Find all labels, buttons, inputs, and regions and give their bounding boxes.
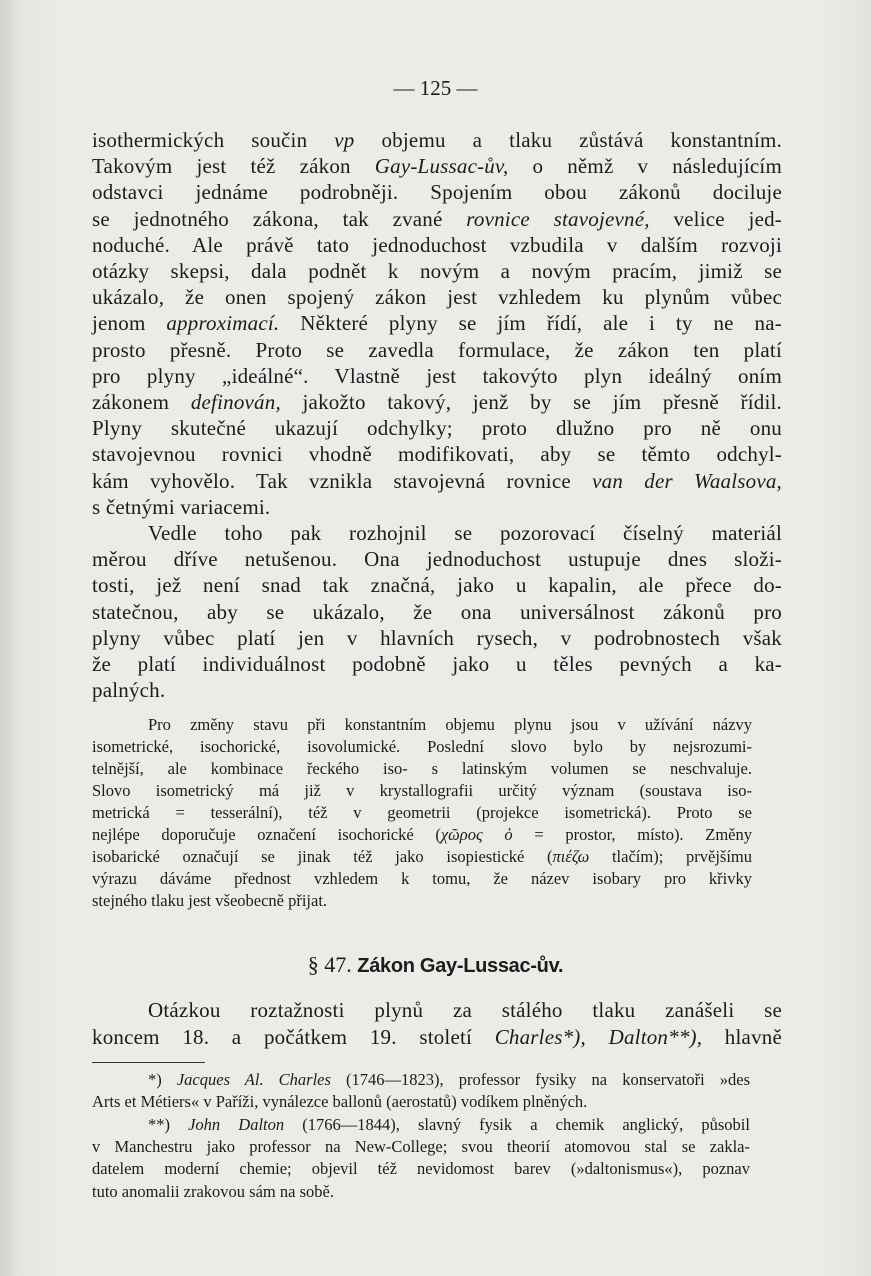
italic-text: Dalton**), — [608, 1025, 703, 1049]
text: s četnými variacemi. — [92, 494, 271, 519]
text-line — [92, 153, 782, 179]
text-line — [92, 651, 782, 677]
text-line — [92, 868, 752, 890]
text-line — [92, 802, 752, 824]
text: metrická = tesserální), též v geometrii (projekce isometrická). Proto se — [92, 803, 752, 822]
text-line — [92, 1024, 782, 1050]
text-line — [92, 572, 782, 598]
text: stejného tlaku jest všeobecně přijat. — [92, 891, 328, 910]
text-line — [92, 441, 782, 467]
text: hlavně — [702, 1025, 782, 1049]
text: tuto anomalii zrakovou sám na sobě. — [92, 1181, 334, 1201]
text: otázky skepsi, dala podnět k novým a novým pracím, jimiž se — [92, 259, 782, 283]
text: *) — [148, 1070, 177, 1089]
text: Pro změny stavu při konstantním objemu plynu jsou v užívání názvy — [148, 715, 752, 734]
text: Slovo isometrický má již v krystallografii určitý význam (soustava iso- — [92, 781, 752, 800]
text: statečnou, aby se ukázalo, že ona universálnost zákonů pro — [92, 599, 782, 624]
text: jenom — [92, 311, 167, 336]
text: koncem 18. a počátkem 19. století — [92, 1025, 495, 1049]
text-line — [92, 389, 782, 415]
italic-text: Jacques Al. Charles — [176, 1070, 331, 1089]
text: zákonem — [92, 390, 191, 414]
page-number: — 125 — — [393, 76, 478, 100]
italic-text: approximací. — [166, 311, 280, 336]
text-line — [92, 232, 782, 258]
text-line — [92, 758, 752, 780]
text: isometrické, isochorické, isovolumické. Poslední slovo bylo by nejsrozumi- — [92, 737, 752, 756]
section-heading — [0, 952, 871, 978]
text-line — [92, 714, 752, 736]
text: tlačím); prvějšímu — [589, 847, 752, 866]
text: palných. — [92, 678, 166, 703]
text: kám vyhovělo. Tak vznikla stavojevná rovnice — [92, 468, 593, 493]
text: stavojevnou rovnici vhodně modifikovati, aby se těmto odchyl- — [92, 442, 782, 467]
text-line — [92, 846, 752, 868]
italic-text: Gay-Lussac-ův, — [374, 154, 509, 179]
italic-text: Charles*), — [494, 1025, 586, 1049]
text-line — [92, 1091, 750, 1113]
section-symbol: § 47. — [307, 952, 352, 977]
text: Arts et Métiers« v Paříži, vynálezce ballonů (aerostatů) vodíkem plněných. — [92, 1092, 588, 1112]
text: telnější, ale kombinace řeckého iso- s latinským volumen se neschvaluje. — [92, 759, 752, 778]
text-line — [92, 363, 782, 389]
footnote-rule — [92, 1062, 205, 1063]
text-line — [92, 1158, 750, 1180]
text-line — [92, 415, 782, 441]
text: že platí individuálnost podobně jako u těles pevných a ka- — [92, 652, 782, 676]
text-line — [92, 1181, 750, 1203]
text-line — [92, 546, 782, 572]
text: ukázalo, že onen spojený zákon jest vzhledem ku plynům vůbec — [92, 285, 782, 310]
text-line — [92, 599, 782, 625]
text: **) — [148, 1114, 189, 1134]
text: výrazu dáváme přednost vzhledem k tomu, že název isobary pro křivky — [92, 869, 752, 888]
text-line — [92, 1114, 750, 1136]
text-line — [92, 494, 782, 520]
text: nejlépe doporučuje označení isochorické ( — [92, 825, 441, 844]
text-line — [92, 824, 752, 846]
text: velice jed- — [649, 206, 782, 231]
text: jakožto takový, jenž by se jím přesně řídil. — [280, 390, 782, 414]
text-line — [92, 780, 752, 802]
text-line — [92, 310, 782, 336]
text: (1746—1823), professor fysiky na konservatoři »des — [330, 1070, 751, 1089]
italic-text: van der Waalsova, — [592, 468, 782, 493]
text: Některé plyny se jím řídí, ale i ty ne na- — [279, 311, 782, 336]
text-line — [92, 677, 782, 703]
text: se jednotného zákona, tak zvané — [92, 206, 467, 231]
text — [586, 1025, 609, 1049]
text-line — [92, 337, 782, 363]
text: pro plyny „ideálné“. Vlastně jest takovýto plyn ideálný oním — [92, 363, 782, 388]
text: (1766—1844), slavný fysik a chemik anglický, působil — [284, 1114, 750, 1134]
text-line — [92, 206, 782, 232]
text-line — [92, 468, 782, 494]
text-line — [92, 179, 782, 205]
text-line — [92, 890, 752, 912]
text: isobarické označují se jinak též jako isopiestické ( — [92, 847, 553, 866]
text: o němž v následujícím — [508, 154, 782, 179]
text: isothermických součin — [92, 128, 335, 152]
text: objemu a tlaku zůstává konstantním. — [354, 128, 782, 152]
text: = prostor, místo). Změny — [512, 825, 753, 844]
text: noduché. Ale právě tato jednoduchost vzbudila v dalším rozvoji — [92, 232, 782, 257]
text-line — [92, 625, 782, 651]
text-line — [92, 997, 782, 1023]
text-line — [92, 258, 782, 284]
text: prosto přesně. Proto se zavedla formulace, že zákon ten platí — [92, 337, 782, 362]
text: Otázkou roztažnosti plynů za stálého tlaku zanášeli se — [148, 998, 782, 1022]
text: tosti, jež není snad tak značná, jako u kapalin, ale přece do- — [92, 573, 782, 598]
text-line — [92, 1136, 750, 1158]
text: Takovým jest též zákon — [92, 154, 375, 179]
italic-text: χῶρος ὁ — [440, 825, 513, 844]
text: v Manchestru jako professor na New-College; svou theorií atomovou stal se zakla- — [92, 1136, 750, 1156]
text: datelem moderní chemie; objevil též nevidomost barev (»daltonismus«), poznav — [92, 1159, 750, 1179]
text: plyny vůbec platí jen v hlavních rysech, v podrobnostech však — [92, 625, 782, 650]
text-line — [92, 284, 782, 310]
italic-text: John Dalton — [188, 1114, 285, 1134]
text-line — [92, 127, 782, 153]
text: Plyny skutečné ukazují odchylky; proto dlužno pro ně onu — [92, 416, 782, 441]
text-line — [92, 1069, 750, 1091]
italic-text: πιέζω — [552, 847, 590, 866]
text-line — [92, 520, 782, 546]
section-title: Zákon Gay-Lussac-ův. — [357, 955, 564, 977]
italic-text: rovnice stavojevné, — [466, 206, 650, 231]
italic-text: definován, — [190, 390, 281, 414]
text: odstavci jednáme podrobněji. Spojením obou zákonů dociluje — [92, 180, 782, 205]
italic-text: vp — [334, 128, 355, 152]
text: Vedle toho pak rozhojnil se pozorovací číselný materiál — [148, 521, 782, 545]
text-line — [92, 736, 752, 758]
text: měrou dříve netušenou. Ona jednoduchost ustupuje dnes složi- — [92, 547, 782, 572]
